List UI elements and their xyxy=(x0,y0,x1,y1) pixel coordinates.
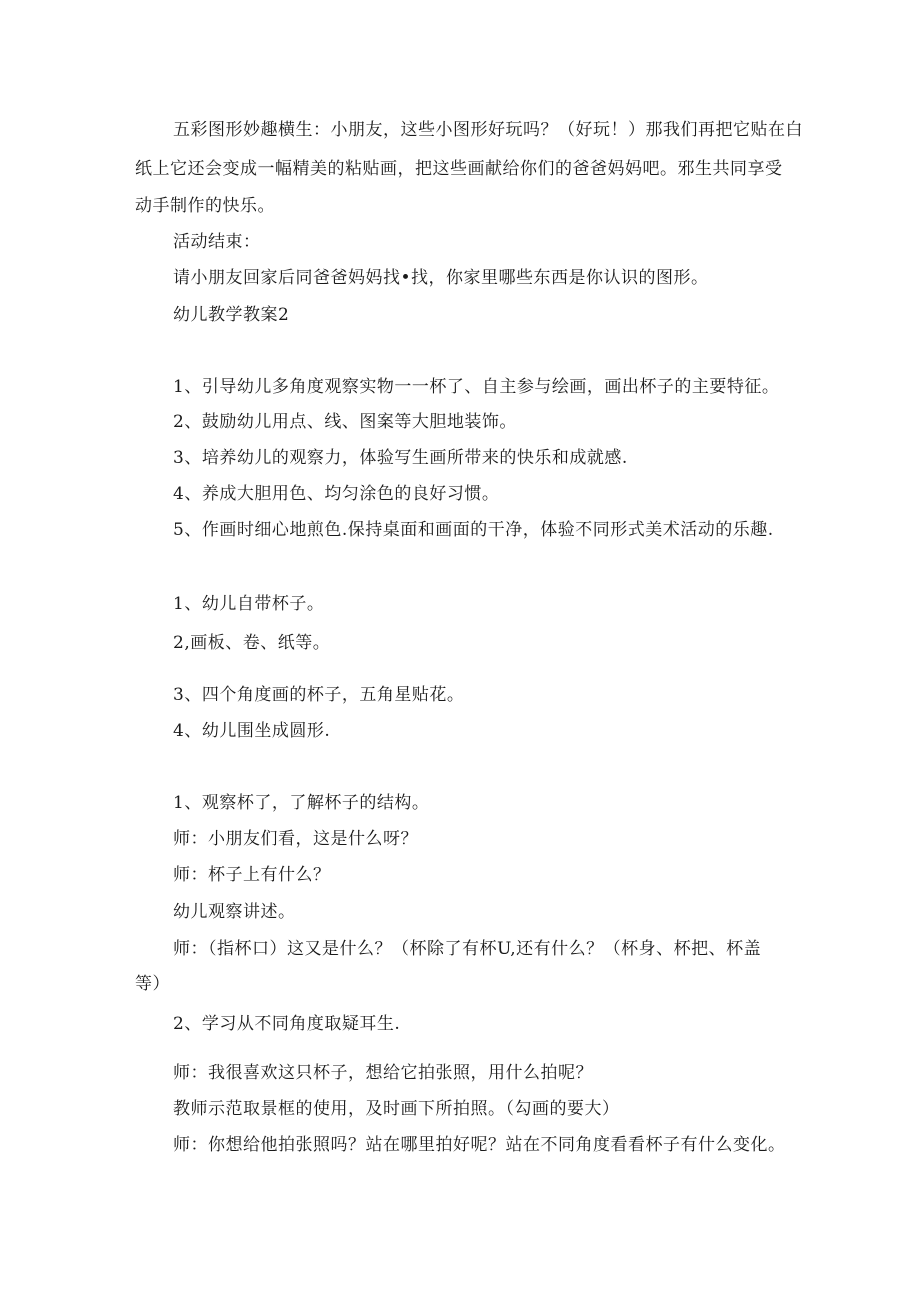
list-item: 1、观察杯了，了解杯子的结构。 xyxy=(173,793,430,813)
dialogue-line: 师：你想给他拍张照吗？站在哪里拍好呢？站在不同角度看看杯子有什么变化。 xyxy=(173,1135,786,1155)
list-item: 4、养成大胆用色、均匀涂色的良好习惯。 xyxy=(173,484,500,504)
paragraph-line: 幼儿观察讲述。 xyxy=(173,902,296,922)
list-item: 5、作画时细心地煎色.保持桌面和画面的干净，体验不同形式美术活动的乐趣. xyxy=(173,520,774,540)
list-item: 2、学习从不同角度取疑耳生. xyxy=(173,1014,401,1034)
section-label: 活动结束： xyxy=(173,232,261,252)
list-item: 2,画板、卷、纸等。 xyxy=(173,633,331,653)
dialogue-line: 等） xyxy=(135,974,170,994)
list-item: 3、培养幼儿的观察力，体验写生画所带来的快乐和成就感. xyxy=(173,448,628,468)
paragraph-line: 请小朋友回家后同爸爸妈妈找•找，你家里哪些东西是你认识的图形。 xyxy=(173,268,709,288)
list-item: 1、引导幼儿多角度观察实物一一杯了、自主参与绘画，画出杯子的主要特征。 xyxy=(173,377,780,397)
paragraph-line: 动手制作的快乐。 xyxy=(135,196,275,216)
paragraph-line: 五彩图形妙趣横生：小朋友，这些小图形好玩吗？（好玩！）那我们再把它贴在白 xyxy=(173,120,803,140)
paragraph-line: 教师示范取景框的使用，及时画下所拍照。（勾画的要大） xyxy=(173,1099,620,1119)
paragraph-line: 纸上它还会变成一幅精美的粘贴画，把这些画献给你们的爸爸妈妈吧。邪生共同享受 xyxy=(135,159,783,179)
list-item: 4、幼儿围坐成圆形. xyxy=(173,721,331,741)
document-heading: 幼儿教学教案2 xyxy=(173,305,290,325)
list-item: 2、鼓励幼儿用点、线、图案等大胆地装饰。 xyxy=(173,412,517,432)
dialogue-line: 师：我很喜欢这只杯子，想给它拍张照，用什么拍呢？ xyxy=(173,1063,593,1083)
dialogue-line: 师：（指杯口）这又是什么？（杯除了有杯U,还有什么？（杯身、杯把、杯盖 xyxy=(173,939,762,959)
dialogue-line: 师：小朋友们看，这是什么呀？ xyxy=(173,829,418,849)
list-item: 1、幼儿自带杯子。 xyxy=(173,594,325,614)
list-item: 3、四个角度画的杯子，五角星贴花。 xyxy=(173,685,465,705)
dialogue-line: 师：杯子上有什么？ xyxy=(173,865,331,885)
